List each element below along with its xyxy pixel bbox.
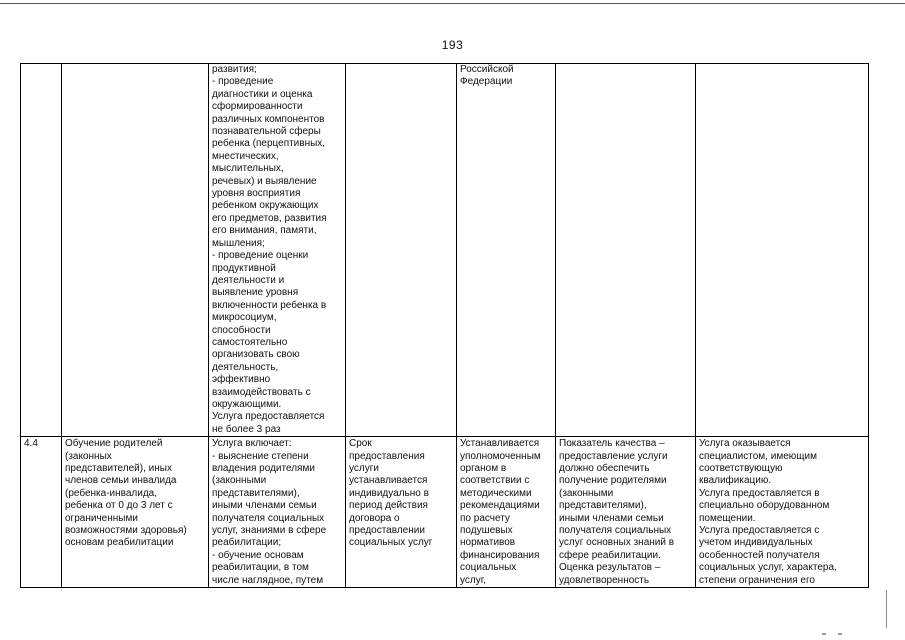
cell-funding-norms: Российской Федерации bbox=[457, 64, 556, 437]
cell-funding-norms: Устанавливается уполномоченным органом в соответствии с методическими рекомендациями по расчету подушевых нормативов финансирования социальных услуг, bbox=[457, 437, 556, 588]
cell-service-term bbox=[346, 64, 457, 437]
cell-number: 4.4 bbox=[21, 437, 62, 588]
services-table bbox=[20, 63, 869, 588]
table-row bbox=[21, 437, 869, 588]
cell-service-content: Услуга включает: - выяснение степени владения родителями (законными представителями), иными членами семьи получателя социальных услуг, знаниями в сфере реабилитации; - обучение основам реабилитации, в том числе наглядное, путем bbox=[209, 437, 346, 588]
cell-quality-indicators bbox=[556, 64, 696, 437]
cell-number bbox=[21, 64, 62, 437]
page-number: 193 bbox=[441, 38, 464, 52]
scan-dot bbox=[822, 633, 826, 635]
scan-margin-mark bbox=[886, 590, 887, 628]
cell-service-content: развития; - проведение диагностики и оценка сформированности различных компонентов познавательной сферы ребенка (перцептивных, мнестических, мыслительных, речевых) и выявление уровня восприятия ребенком окружающих его предметов, развития его внимания, памяти, мышления; - проведение оценки продуктивной деятельности и выявление уровня включенности ребенка в микросоциум, способности самостоятельно организовать свою деятельность, эффективно взаимодействовать с окружающими. Услуга предоставляется не более 3 раз bbox=[209, 64, 346, 437]
table-row bbox=[21, 64, 869, 437]
top-page-rule bbox=[0, 3, 905, 4]
cell-provision-conditions bbox=[696, 64, 869, 437]
cell-provision-conditions: Услуга оказывается специалистом, имеющим соответствующую квалификацию. Услуга предоставляется в специально оборудованном помещении. Услуга предоставляется с учетом индивидуальных особенностей получателя социальных услуг, характера, степени ограничения его bbox=[696, 437, 869, 588]
cell-quality-indicators: Показатель качества – предоставление услуги должно обеспечить получение родителями (законными представителями), иными членами семьи получателя социальных услуг основных знаний в сфере реабилитации. Оценка результатов – удовлетворенность bbox=[556, 437, 696, 588]
scan-dot bbox=[838, 633, 842, 635]
cell-service-name bbox=[62, 64, 209, 437]
cell-service-name: Обучение родителей (законных представителей), иных членов семьи инвалида (ребенка-инвалида, ребенка от 0 до 3 лет с ограниченными возможностями здоровья) основам реабилитации bbox=[62, 437, 209, 588]
cell-service-term: Срок предоставления услуги устанавливается индивидуально в период действия договора о предоставлении социальных услуг bbox=[346, 437, 457, 588]
